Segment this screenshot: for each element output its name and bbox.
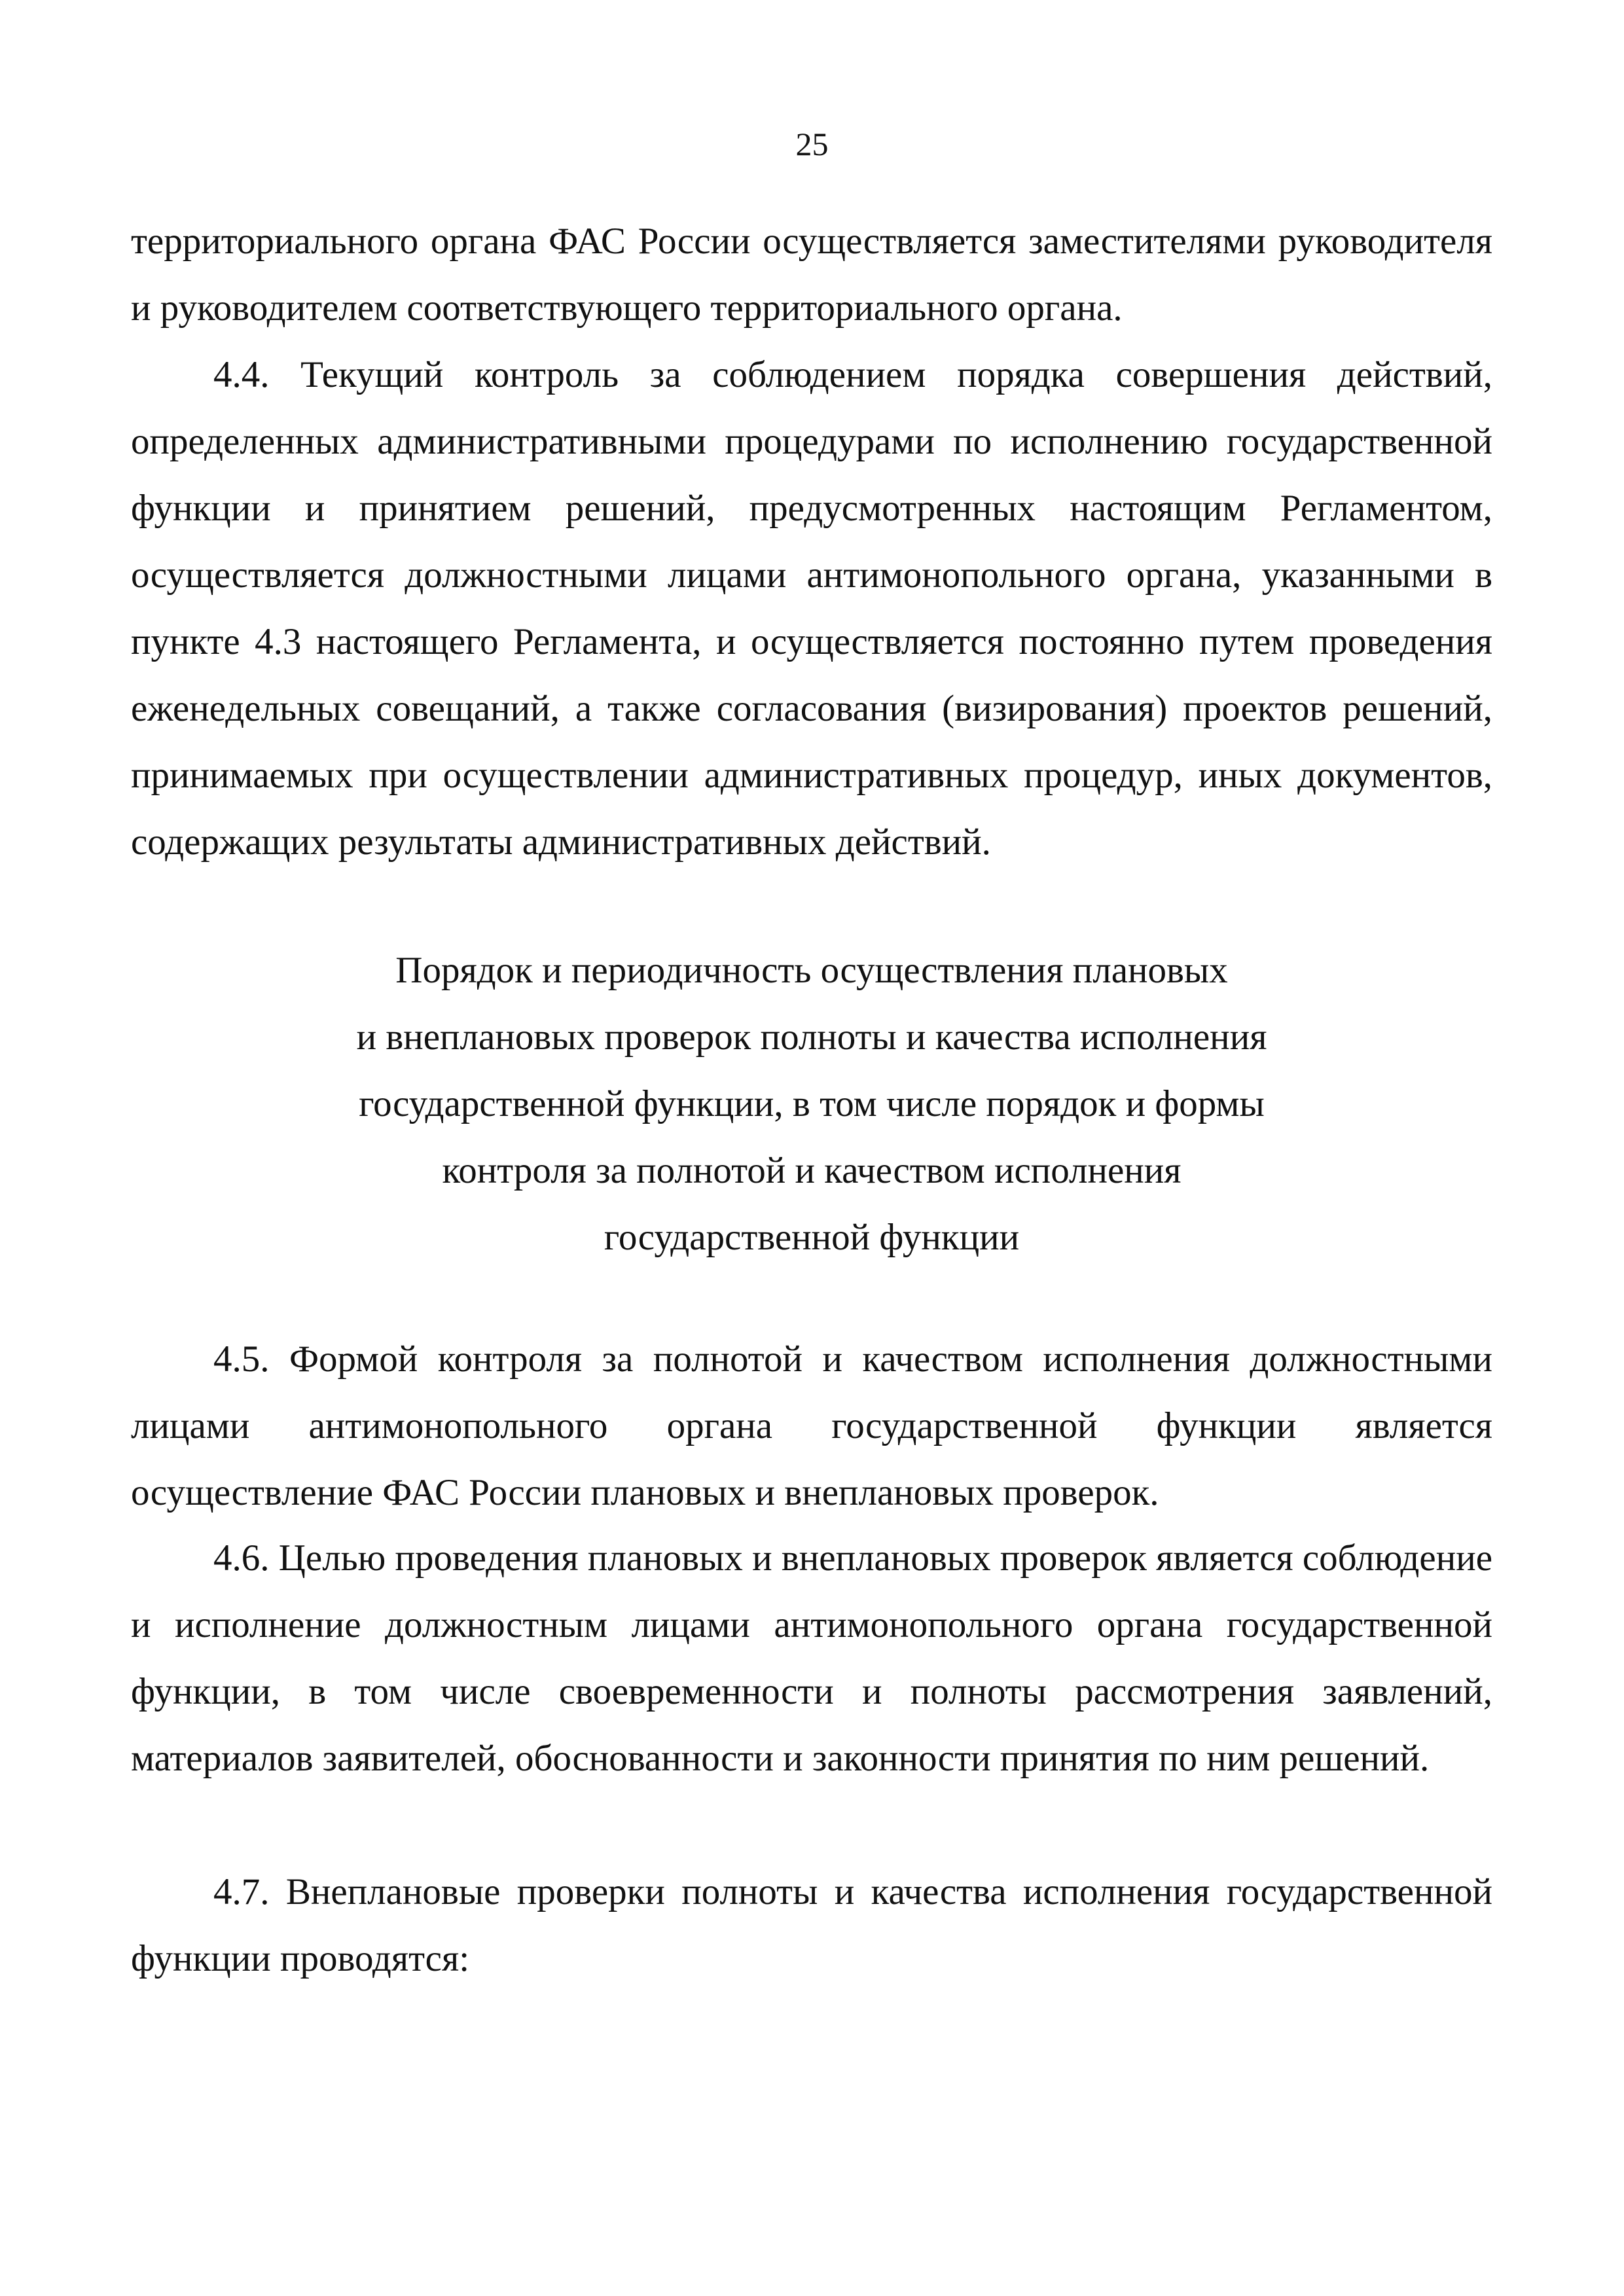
- paragraph-4-6: 4.6. Целью проведения плановых и внеплановых проверок является соблюдение и исполнение должностным лицами антимонопольного органа государственной функции, в том числе своевременности и полноты рассмотрения заявлений, материалов заявителей, обоснованности и законности принятия по ним решений.: [131, 1537, 1492, 1779]
- section-heading: [131, 937, 1492, 1271]
- page-number: 25: [795, 126, 829, 162]
- section-heading-line: и внеплановых проверок полноты и качества исполнения: [356, 1016, 1267, 1058]
- section-heading-line: Порядок и периодичность осуществления плановых: [395, 950, 1228, 991]
- paragraph-4-5: 4.5. Формой контроля за полнотой и качеством исполнения должностными лицами антимонопольного органа государственной функции является осуществление ФАС России плановых и внеплановых проверок.: [131, 1338, 1492, 1513]
- section-heading-line: государственной функции: [604, 1217, 1020, 1258]
- paragraph-4-7: 4.7. Внеплановые проверки полноты и качества исполнения государственной функции проводятся:: [131, 1871, 1492, 1979]
- section-heading-line: государственной функции, в том числе порядок и формы: [359, 1083, 1265, 1124]
- section-heading-line: контроля за полнотой и качеством исполнения: [442, 1150, 1182, 1191]
- paragraph-4-4: 4.4. Текущий контроль за соблюдением порядка совершения действий, определенных административными процедурами по исполнению государственной функции и принятием решений, предусмотренных настоящим Регламентом, осуществляется должностными лицами антимонопольного органа, указанными в пункте 4.3 настоящего Регламента, и осуществляется постоянно путем проведения еженедельных совещаний, а также согласования (визирования) проектов решений, принимаемых при осуществлении административных процедур, иных документов, содержащих результаты административных действий.: [131, 354, 1492, 863]
- continuation-paragraph: территориального органа ФАС России осуществляется заместителями руководителя и руководителем соответствующего территориального органа.: [131, 221, 1492, 329]
